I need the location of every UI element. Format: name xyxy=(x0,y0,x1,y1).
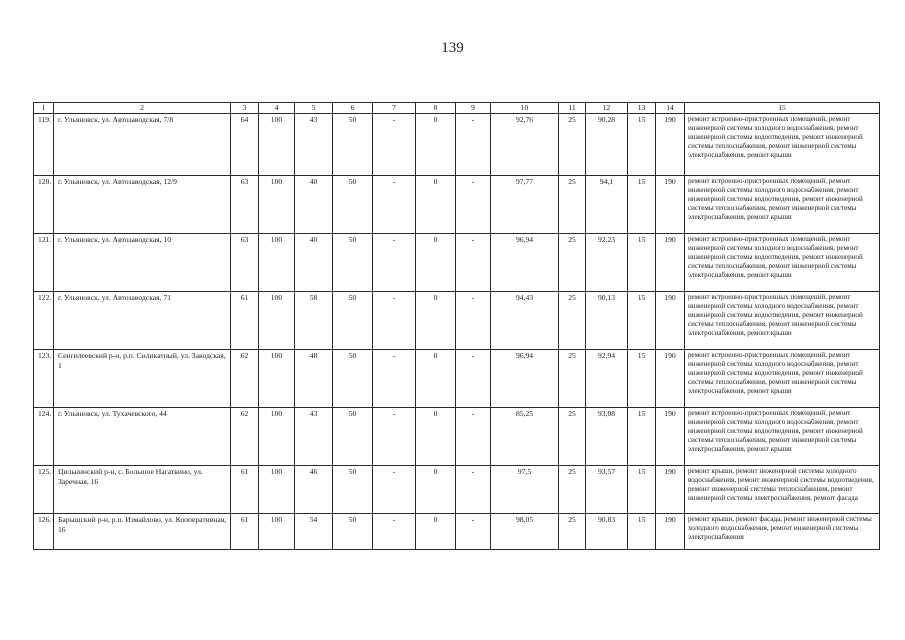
table-row xyxy=(34,291,880,349)
value-cell: 94,1 xyxy=(586,175,628,233)
value-cell: 100 xyxy=(259,113,295,175)
column-number-5: 5 xyxy=(295,103,333,114)
value-cell: 50 xyxy=(333,513,373,549)
value-cell: 98,05 xyxy=(491,513,559,549)
works-cell: ремонт встроенно-пристроенных помещений, ремонт инженерной системы холодного водоснабжения, ремонт инженерной системы водоотведения, ремонт инженерной системы теплоснабжения, ремонт инженерной системы электроснабжения, ремонт крыши xyxy=(685,175,880,233)
value-cell: 61 xyxy=(231,291,259,349)
row-index-cell: 120. xyxy=(34,175,54,233)
address-cell: г. Ульяновск, ул. Тухачевского, 44 xyxy=(54,407,231,465)
column-number-3: 3 xyxy=(231,103,259,114)
row-index-cell: 125. xyxy=(34,465,54,513)
value-cell: 0 xyxy=(416,513,456,549)
value-cell: 48 xyxy=(295,349,333,407)
column-number-13: 13 xyxy=(628,103,656,114)
table-header-row xyxy=(34,103,880,114)
value-cell: 25 xyxy=(559,175,586,233)
value-cell: 100 xyxy=(259,465,295,513)
value-cell: 62 xyxy=(231,349,259,407)
column-number-12: 12 xyxy=(586,103,628,114)
value-cell: 63 xyxy=(231,233,259,291)
value-cell: 0 xyxy=(416,175,456,233)
value-cell: 64 xyxy=(231,113,259,175)
value-cell: 15 xyxy=(628,233,656,291)
value-cell: 25 xyxy=(559,233,586,291)
address-cell: г. Ульяновск, ул. Автозаводская, 71 xyxy=(54,291,231,349)
value-cell: 92,94 xyxy=(586,349,628,407)
works-cell: ремонт встроенно-пристроенных помещений, ремонт инженерной системы холодного водоснабжения, ремонт инженерной системы водоотведения, ремонт инженерной системы теплоснабжения, ремонт инженерной системы электроснабжения, ремонт крыши xyxy=(685,113,880,175)
value-cell: 50 xyxy=(333,175,373,233)
value-cell: 90,13 xyxy=(586,291,628,349)
value-cell: 15 xyxy=(628,407,656,465)
value-cell: 54 xyxy=(295,513,333,549)
table-row xyxy=(34,407,880,465)
table-row xyxy=(34,465,880,513)
value-cell: 58 xyxy=(295,291,333,349)
value-cell: 100 xyxy=(259,407,295,465)
value-cell: 25 xyxy=(559,113,586,175)
value-cell: - xyxy=(456,513,491,549)
value-cell: 15 xyxy=(628,465,656,513)
column-number-7: 7 xyxy=(373,103,416,114)
value-cell: 85,25 xyxy=(491,407,559,465)
value-cell: 0 xyxy=(416,113,456,175)
value-cell: 97,77 xyxy=(491,175,559,233)
address-cell: Цильнинский р-н, с. Большое Нагаткино, ул. Заречная, 16 xyxy=(54,465,231,513)
table-row xyxy=(34,513,880,549)
value-cell: 50 xyxy=(333,291,373,349)
value-cell: 92,23 xyxy=(586,233,628,291)
value-cell: 0 xyxy=(416,349,456,407)
address-cell: г. Ульяновск, ул. Автозаводская, 10 xyxy=(54,233,231,291)
value-cell: - xyxy=(373,175,416,233)
value-cell: 50 xyxy=(333,465,373,513)
value-cell: 100 xyxy=(259,513,295,549)
value-cell: 25 xyxy=(559,513,586,549)
value-cell: - xyxy=(373,349,416,407)
value-cell: 190 xyxy=(656,349,685,407)
value-cell: 93,08 xyxy=(586,407,628,465)
value-cell: - xyxy=(456,407,491,465)
column-number-11: 11 xyxy=(559,103,586,114)
value-cell: 15 xyxy=(628,175,656,233)
value-cell: 15 xyxy=(628,349,656,407)
value-cell: 190 xyxy=(656,465,685,513)
works-cell: ремонт встроенно-пристроенных помещений, ремонт инженерной системы холодного водоснабжения, ремонт инженерной системы водоотведения, ремонт инженерной системы теплоснабжения, ремонт инженерной системы электроснабжения, ремонт крыши xyxy=(685,349,880,407)
value-cell: 25 xyxy=(559,291,586,349)
value-cell: 50 xyxy=(333,349,373,407)
value-cell: 61 xyxy=(231,465,259,513)
value-cell: 190 xyxy=(656,175,685,233)
column-number-1: 1 xyxy=(34,103,54,114)
works-cell: ремонт встроенно-пристроенных помещений, ремонт инженерной системы холодного водоснабжения, ремонт инженерной системы водоотведения, ремонт инженерной системы теплоснабжения, ремонт инженерной системы электроснабжения, ремонт крыши xyxy=(685,407,880,465)
value-cell: - xyxy=(373,407,416,465)
value-cell: - xyxy=(456,113,491,175)
value-cell: - xyxy=(373,233,416,291)
value-cell: 46 xyxy=(295,465,333,513)
value-cell: 90,83 xyxy=(586,513,628,549)
value-cell: 92,76 xyxy=(491,113,559,175)
value-cell: 15 xyxy=(628,513,656,549)
value-cell: 190 xyxy=(656,291,685,349)
value-cell: 15 xyxy=(628,291,656,349)
value-cell: 93,57 xyxy=(586,465,628,513)
value-cell: 94,43 xyxy=(491,291,559,349)
table-row xyxy=(34,175,880,233)
value-cell: - xyxy=(373,513,416,549)
value-cell: 100 xyxy=(259,291,295,349)
table-row xyxy=(34,349,880,407)
value-cell: - xyxy=(373,113,416,175)
value-cell: 63 xyxy=(231,175,259,233)
works-cell: ремонт крыши, ремонт фасада, ремонт инженерной системы холодного водоснабжения, ремонт инженерной системы электроснабжения xyxy=(685,513,880,549)
value-cell: 25 xyxy=(559,349,586,407)
column-number-8: 8 xyxy=(416,103,456,114)
works-cell: ремонт крыши, ремонт инженерной системы холодного водоснабжения, ремонт инженерной системы водоотведения, ремонт инженерной системы теплоснабжения, ремонт инженерной системы электроснабжения, ремонт фасада xyxy=(685,465,880,513)
address-cell: г. Ульяновск, ул. Автозаводская, 12/9 xyxy=(54,175,231,233)
column-number-9: 9 xyxy=(456,103,491,114)
row-index-cell: 121. xyxy=(34,233,54,291)
value-cell: 190 xyxy=(656,233,685,291)
value-cell: - xyxy=(456,233,491,291)
value-cell: 0 xyxy=(416,233,456,291)
value-cell: 25 xyxy=(559,465,586,513)
row-index-cell: 124. xyxy=(34,407,54,465)
value-cell: 0 xyxy=(416,291,456,349)
row-index-cell: 126. xyxy=(34,513,54,549)
value-cell: 100 xyxy=(259,233,295,291)
address-cell: Барышский р-н, р.п. Измайлово, ул. Кооперативная, 16 xyxy=(54,513,231,549)
row-index-cell: 123. xyxy=(34,349,54,407)
value-cell: 62 xyxy=(231,407,259,465)
column-number-10: 10 xyxy=(491,103,559,114)
value-cell: 50 xyxy=(333,233,373,291)
value-cell: 97,5 xyxy=(491,465,559,513)
value-cell: 40 xyxy=(295,175,333,233)
value-cell: 50 xyxy=(333,407,373,465)
column-number-2: 2 xyxy=(54,103,231,114)
page-number: 139 xyxy=(441,40,464,56)
table-row xyxy=(34,233,880,291)
value-cell: 96,94 xyxy=(491,349,559,407)
value-cell: 90,28 xyxy=(586,113,628,175)
value-cell: 100 xyxy=(259,349,295,407)
column-number-6: 6 xyxy=(333,103,373,114)
value-cell: 0 xyxy=(416,465,456,513)
value-cell: - xyxy=(456,465,491,513)
value-cell: 61 xyxy=(231,513,259,549)
value-cell: 190 xyxy=(656,113,685,175)
row-index-cell: 122. xyxy=(34,291,54,349)
value-cell: 100 xyxy=(259,175,295,233)
column-number-4: 4 xyxy=(259,103,295,114)
value-cell: 50 xyxy=(333,113,373,175)
value-cell: - xyxy=(373,465,416,513)
value-cell: 96,94 xyxy=(491,233,559,291)
row-index-cell: 119. xyxy=(34,113,54,175)
value-cell: 40 xyxy=(295,233,333,291)
value-cell: 0 xyxy=(416,407,456,465)
value-cell: - xyxy=(373,291,416,349)
address-cell: г. Ульяновск, ул. Автозаводская, 7/8 xyxy=(54,113,231,175)
works-cell: ремонт встроенно-пристроенных помещений, ремонт инженерной системы холодного водоснабжения, ремонт инженерной системы водоотведения, ремонт инженерной системы теплоснабжения, ремонт инженерной системы электроснабжения, ремонт крыши xyxy=(685,233,880,291)
value-cell: 43 xyxy=(295,113,333,175)
repair-table xyxy=(33,102,880,550)
column-number-15: 15 xyxy=(685,103,880,114)
address-cell: Сенгилеевский р-н, р.п. Силикатный, ул. Заводская, 1 xyxy=(54,349,231,407)
value-cell: - xyxy=(456,175,491,233)
value-cell: - xyxy=(456,349,491,407)
table-row xyxy=(34,113,880,175)
value-cell: 43 xyxy=(295,407,333,465)
column-number-14: 14 xyxy=(656,103,685,114)
value-cell: 25 xyxy=(559,407,586,465)
value-cell: 190 xyxy=(656,513,685,549)
value-cell: 190 xyxy=(656,407,685,465)
works-cell: ремонт встроенно-пристроенных помещений, ремонт инженерной системы холодного водоснабжения, ремонт инженерной системы водоотведения, ремонт инженерной системы теплоснабжения, ремонт инженерной системы электроснабжения, ремонт крыши xyxy=(685,291,880,349)
value-cell: 15 xyxy=(628,113,656,175)
value-cell: - xyxy=(456,291,491,349)
